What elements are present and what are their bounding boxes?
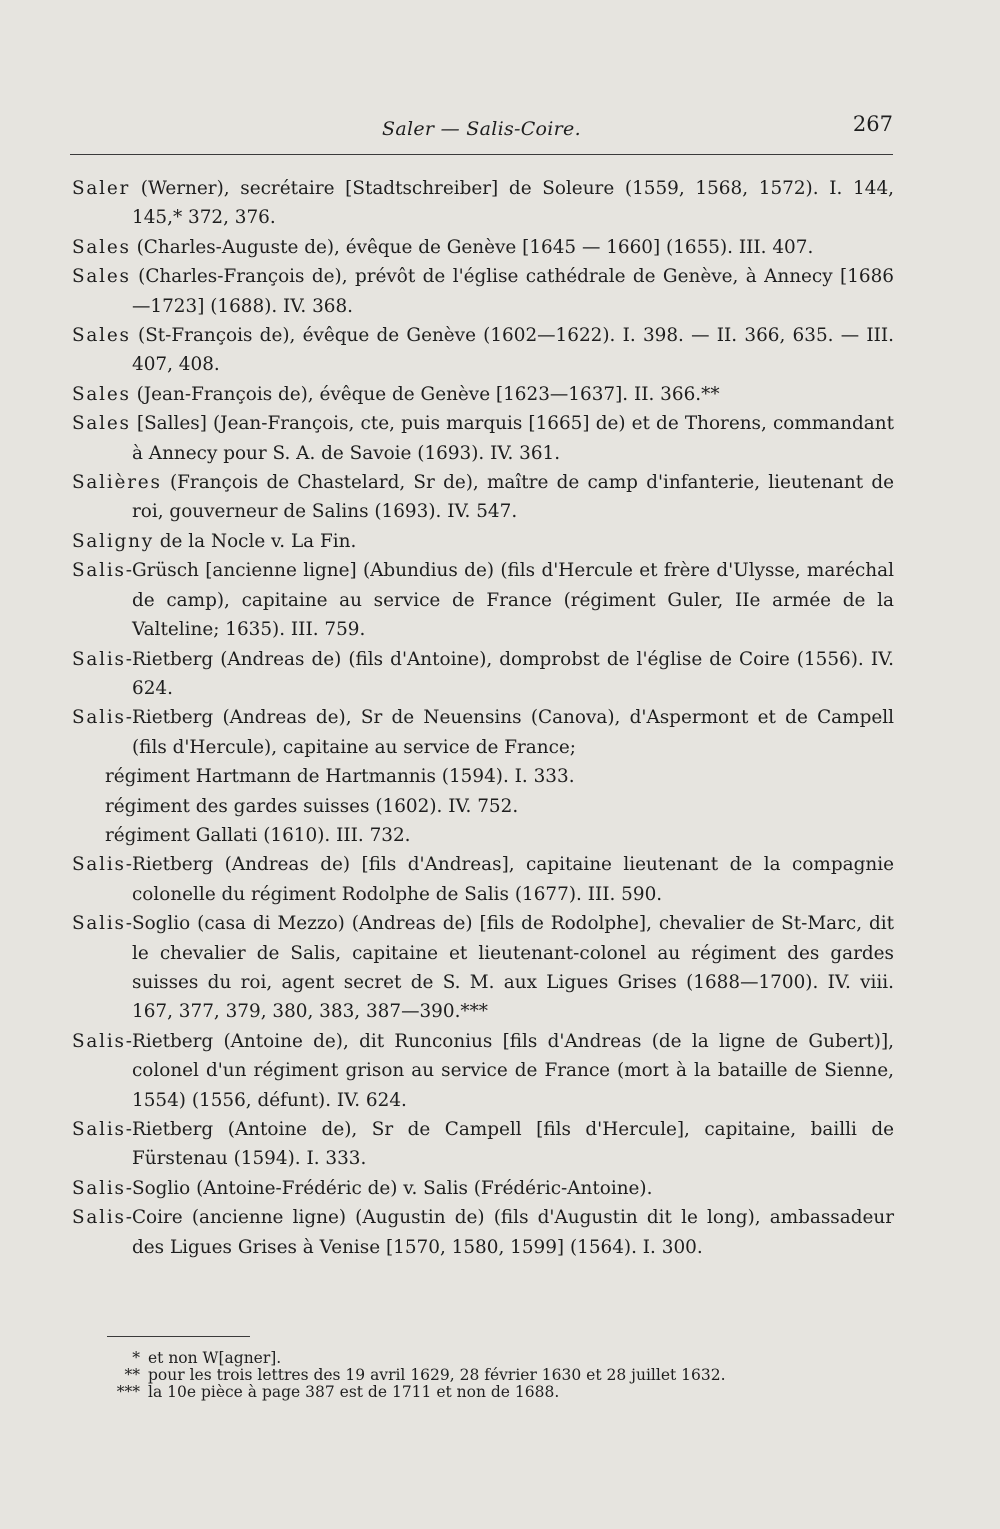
running-title: Saler — Salis-Coire. <box>382 118 581 140</box>
entry-name: Salis <box>72 1177 126 1199</box>
footnote-rule <box>107 1336 250 1337</box>
index-entry <box>72 174 894 233</box>
entry-name: Sales <box>72 236 131 258</box>
entry-text: -Soglio (casa di Mezzo) (Andreas de) [fils de Rodolphe], chevalier de St-Marc, dit le chevalier de Salis, capitaine et lieutenant-colonel au régiment des gardes suisses du roi, agent secret de S. M. aux Ligues Grises (1688—1700). IV. viii. 167, 377, 379, 380, 383, 387—390.*** <box>125 913 894 1023</box>
footnote <box>100 1367 860 1384</box>
index-entry <box>72 321 894 380</box>
index-entry <box>72 1027 894 1115</box>
index-entries <box>72 174 894 1262</box>
footnote <box>100 1384 860 1401</box>
entry-text: de la Nocle v. La Fin. <box>153 530 357 552</box>
entry-name: Salières <box>72 472 162 494</box>
footnote-mark: ** <box>124 1366 140 1384</box>
entry-text: -Soglio (Antoine-Frédéric de) v. Salis (Frédéric-Antoine). <box>125 1177 653 1199</box>
entry-text: (Werner), secrétaire [Stadtschreiber] de Soleure (1559, 1568, 1572). I. 144, 145,* 372, 376. <box>130 178 894 229</box>
entry-text: -Rietberg (Antoine de), Sr de Campell [fils d'Hercule], capitaine, bailli de Fürstenau (1594). I. 333. <box>125 1119 894 1170</box>
entry-text: -Coire (ancienne ligne) (Augustin de) (fils d'Augustin dit le long), ambassadeur des Ligues Grises à Venise [1570, 1580, 1599] (1564). I. 300. <box>125 1207 894 1258</box>
entry-name: Sales <box>72 266 131 288</box>
footnotes <box>100 1350 860 1401</box>
index-entry <box>72 1174 894 1203</box>
index-entry <box>72 556 894 644</box>
entry-name: Salis <box>72 1030 126 1052</box>
entry-name: Salis <box>72 1207 126 1229</box>
entry-text: -Grüsch [ancienne ligne] (Abundius de) (fils d'Hercule et frère d'Ulysse, maréchal de camp), capitaine au service de France (régiment Guler, IIe armée de la Valteline; 1635). III. 759. <box>125 560 894 641</box>
index-entry <box>72 380 894 409</box>
index-entry <box>72 527 894 556</box>
index-entry <box>72 468 894 527</box>
index-entry <box>72 262 894 321</box>
index-entry <box>72 645 894 704</box>
footnote <box>100 1350 860 1367</box>
entry-text: -Rietberg (Andreas de) [fils d'Andreas], capitaine lieutenant de la compagnie colonelle du régiment Rodolphe de Salis (1677). III. 590. <box>125 854 894 905</box>
entry-text: -Rietberg (Antoine de), dit Runconius [fils d'Andreas (de la ligne de Gubert)], colonel d'un régiment grison au service de France (mort à la bataille de Sienne, 1554) (1556, défunt). IV. 624. <box>125 1030 894 1111</box>
footnote-mark: * <box>132 1349 140 1367</box>
footnote-mark: *** <box>116 1383 140 1401</box>
entry-text: (Charles-Auguste de), évêque de Genève [1645 — 1660] (1655). III. 407. <box>130 236 814 258</box>
page-number: 267 <box>852 112 893 136</box>
entry-name: Sales <box>72 383 131 405</box>
index-entry <box>72 909 894 1027</box>
index-entry <box>72 703 894 762</box>
entry-subline: régiment des gardes suisses (1602). IV. 752. <box>105 795 519 817</box>
entry-text: (Jean-François de), évêque de Genève [1623—1637]. II. 366.** <box>130 383 720 405</box>
entry-name: Sales <box>72 325 131 347</box>
entry-text: -Rietberg (Andreas de) (fils d'Antoine), domprobst de l'église de Coire (1556). IV. 624. <box>125 648 894 699</box>
entry-name: Saler <box>72 178 131 199</box>
entry-subline: régiment Hartmann de Hartmannis (1594). I. 333. <box>105 766 575 788</box>
entry-name: Sales <box>72 413 131 435</box>
index-entry <box>72 233 894 262</box>
entry-name: Salis <box>72 707 126 729</box>
index-entry <box>72 850 894 909</box>
entry-name: Salis <box>72 648 126 670</box>
entry-text: (Charles-François de), prévôt de l'église cathédrale de Genève, à Annecy [1686—1723] (1688). IV. 368. <box>130 266 894 317</box>
entry-text: [Salles] (Jean-François, cte, puis marquis [1665] de) et de Thorens, commandant à Annecy pour S. A. de Savoie (1693). IV. 361. <box>130 413 894 464</box>
entry-text: (François de Chastelard, Sr de), maître de camp d'infanterie, lieutenant de roi, gouverneur de Salins (1693). IV. 547. <box>132 472 894 523</box>
running-head <box>70 112 893 152</box>
footnote-text: pour les trois lettres des 19 avril 1629, 28 février 1630 et 28 juillet 1632. <box>148 1366 726 1384</box>
index-entry <box>72 1203 894 1262</box>
entry-name: Saligny <box>72 530 154 552</box>
entry-name: Salis <box>72 854 126 876</box>
entry-text: (St-François de), évêque de Genève (1602—1622). I. 398. — II. 366, 635. — III. 407, 408. <box>130 325 894 376</box>
footnote-text: la 10e pièce à page 387 est de 1711 et non de 1688. <box>148 1383 560 1401</box>
footnote-text: et non W[agner]. <box>148 1349 282 1367</box>
entry-text: -Rietberg (Andreas de), Sr de Neuensins (Canova), d'Aspermont et de Campell (fils d'Hercule), capitaine au service de France; <box>125 707 894 758</box>
header-rule <box>70 154 893 155</box>
entry-subline: régiment Gallati (1610). III. 732. <box>105 824 411 846</box>
index-entry <box>72 409 894 468</box>
entry-name: Salis <box>72 1119 126 1140</box>
index-entry <box>72 1115 894 1174</box>
entry-name: Salis <box>72 560 126 582</box>
entry-name: Salis <box>72 913 126 935</box>
